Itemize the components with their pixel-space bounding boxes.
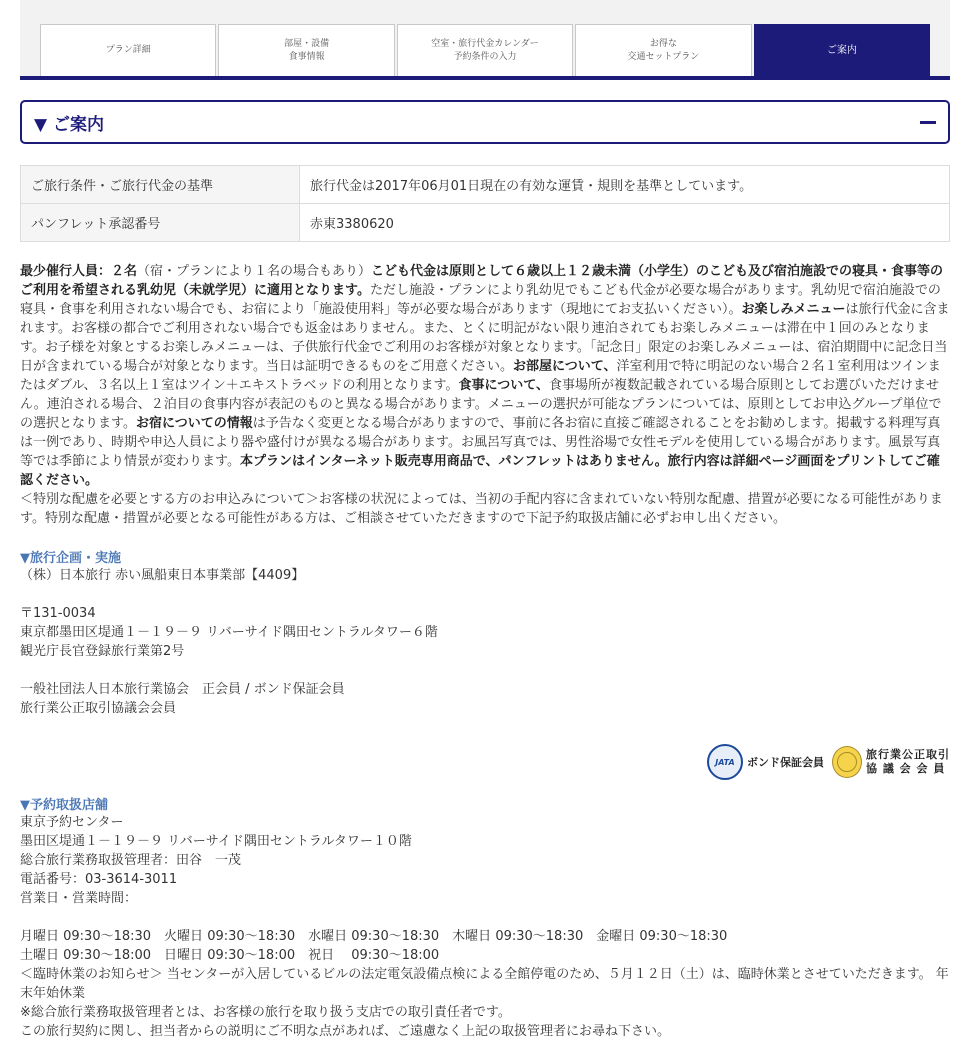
organizer-block bbox=[20, 547, 950, 718]
organizer-membership: 一般社団法人日本旅行業協会 正会員 / ボンド保証会員 bbox=[20, 682, 345, 697]
tab-guide[interactable]: ご案内 bbox=[754, 24, 930, 76]
bond-label: ボンド保証会員 bbox=[747, 756, 824, 769]
assoc-line: 旅行業公正取引 bbox=[866, 748, 950, 761]
table-value: 旅行代金は2017年06月01日現在の有効な運賃・規則を基準としています。 bbox=[300, 166, 950, 204]
contact-note: この旅行契約に関し、担当者からの説明にご不明な点があれば、ご遠慮なく上記の取扱管理者にお尋ね下さい。 bbox=[20, 1024, 671, 1039]
store-heading: ▼予約取扱店舗 bbox=[20, 798, 108, 813]
assoc-text bbox=[866, 748, 950, 776]
hours-line: 月曜日 09:30～18:30 火曜日 09:30～18:30 水曜日 09:30～18:30 木曜日 09:30～18:30 金曜日 09:30～18:30 bbox=[20, 929, 728, 944]
store-line: 総合旅行業務取扱管理者：田谷 一茂 bbox=[20, 853, 242, 868]
note-segment: 洋室利用で特に明記のない場合２名１室利用はツインまたはダブル、３名以上１室はツイン＋エキストラベッドの利用となります。 bbox=[20, 359, 941, 393]
note-segment: お部屋について、 bbox=[512, 359, 617, 374]
manager-note: ※総合旅行業務取扱管理者とは、お客様の旅行を取り扱う支店での取引責任者です。 bbox=[20, 1005, 511, 1020]
tab-transport-set[interactable]: お得な 交通セットプラン bbox=[575, 24, 751, 76]
tab-room-meal[interactable]: 部屋・設備 食事情報 bbox=[218, 24, 394, 76]
section-title: ▼ ご案内 bbox=[34, 114, 104, 135]
seal-icon bbox=[832, 746, 862, 778]
organizer-membership-2: 旅行業公正取引協議会会員 bbox=[20, 701, 177, 716]
table-key: ご旅行条件・ご旅行代金の基準 bbox=[21, 166, 300, 204]
store-line: 営業日・営業時間： bbox=[20, 891, 138, 906]
organizer-heading: ▼旅行企画・実施 bbox=[20, 551, 121, 566]
page bbox=[20, 0, 950, 1041]
organizer-postal: 〒131-0034 bbox=[20, 606, 96, 621]
store-line: 墨田区堤通１－１９－９ リバーサイド隅田セントラルタワー１０階 bbox=[20, 834, 412, 849]
organizer-name: （株）日本旅行 赤い風船東日本事業部【4409】 bbox=[20, 568, 305, 583]
store-line: 電話番号：03-3614-3011 bbox=[20, 872, 178, 887]
tab-calendar[interactable]: 空室・旅行代金カレンダー 予約条件の入力 bbox=[397, 24, 573, 76]
note-segment: 食事について、 bbox=[458, 378, 549, 393]
note-segment: お宿についての情報 bbox=[135, 416, 253, 431]
jata-logo bbox=[707, 744, 824, 780]
note-segment: 最少催行人員：２名 bbox=[20, 264, 138, 279]
note-segment: （宿・プランにより１名の場合もあり） bbox=[137, 264, 372, 279]
table-row bbox=[21, 166, 950, 204]
notes-paragraph bbox=[20, 262, 950, 528]
tab-plan-detail[interactable]: プラン詳細 bbox=[40, 24, 216, 76]
organizer-registration: 観光庁長官登録旅行業第2号 bbox=[20, 644, 185, 659]
fair-trade-logo bbox=[832, 746, 950, 778]
guide-section-header[interactable] bbox=[20, 100, 950, 144]
hours-line: 土曜日 09:30～18:00 日曜日 09:30～18:00 祝日 09:30～18:00 bbox=[20, 948, 440, 963]
table-key: パンフレット承認番号 bbox=[21, 204, 300, 242]
note-segment: 本プランはインターネット販売専用商品で、パンフレットはありません。旅行内容は詳細ページ画面をプリントしてご確認ください。 bbox=[20, 454, 940, 488]
note-segment: こども代金は原則として６歳以上１２歳未満（小学生）のこども及び宿泊施設での寝具・食事等のご利用を希望される乳幼児（未就学児）に適用となります。 bbox=[20, 264, 944, 298]
assoc-line: 協 議 会 会 員 bbox=[866, 762, 946, 775]
collapse-icon[interactable] bbox=[920, 121, 936, 124]
table-row bbox=[21, 204, 950, 242]
note-segment: ただし施設・プランにより乳幼児でもこども代金が必要な場合があります。乳幼児で宿泊施設での寝具・食事を利用されない場合でも、お宿により「施設使用料」等が必要な場合があります（現地にてお支払いください）。 bbox=[20, 283, 941, 317]
organizer-address: 東京都墨田区堤通１－１９－９ リバーサイド隅田セントラルタワー６階 bbox=[20, 625, 438, 640]
note-segment: は予告なく変更となる場合がありますので、事前に各お宿に直接ご確認されることをお勧めします。掲載する料理写真は一例であり、時期や申込人員により器や盛付けが異なる場合があります。お風呂写真では、男性浴場で女性モデルを使用している場合があります。風景写真等では季節により情景が変わります。 bbox=[20, 416, 941, 469]
membership-logos bbox=[20, 742, 950, 782]
note-segment: は旅行代金に含まれます。お客様の都合でご利用されない場合でも返金はありません。また、とくに明記がない限り連泊されてもお楽しみメニューは滞在中１回のみとなります。お子様を対象とするお楽しみメニューは、子供旅行代金でご利用のお客様が対象となります。「記念日」限定のお楽しみメニューは、宿泊期間中に記念日当日が含まれている場合が対象となります。当日は証明できるものをご用意ください。 bbox=[20, 302, 950, 374]
closure-notice: ＜臨時休業のお知らせ＞ 当センターが入居しているビルの法定電気設備点検による全館停電のため、５月１２日（土）は、臨時休業とさせていただきます。 年末年始休業 bbox=[20, 967, 949, 1001]
info-table bbox=[20, 165, 950, 242]
store-block bbox=[20, 794, 950, 1041]
jata-emblem-icon: JATA bbox=[707, 744, 743, 780]
note-segment: ＜特別な配慮を必要とする方のお申込みについて＞お客様の状況によっては、当初の手配内容に含まれていない特別な配慮、措置が必要になる可能性があります。特別な配慮・措置が必要となる可能性がある方は、ご相談させていただきますので下記予約取扱店舗に必ずお申し出ください。 bbox=[20, 492, 943, 526]
note-segment: 食事場所が複数記載されている場合原則としてお選びいただけません。連泊される場合、２泊目の食事内容が表記のものと異なる場合があります。メニューの選択が可能なプランについては、原則としてお申込グループ単位での選択となります。 bbox=[20, 378, 942, 431]
table-value: 赤東3380620 bbox=[300, 204, 950, 242]
note-segment: お楽しみメニュー bbox=[741, 302, 846, 317]
store-line: 東京予約センター bbox=[20, 815, 124, 830]
tab-bar bbox=[20, 0, 950, 80]
